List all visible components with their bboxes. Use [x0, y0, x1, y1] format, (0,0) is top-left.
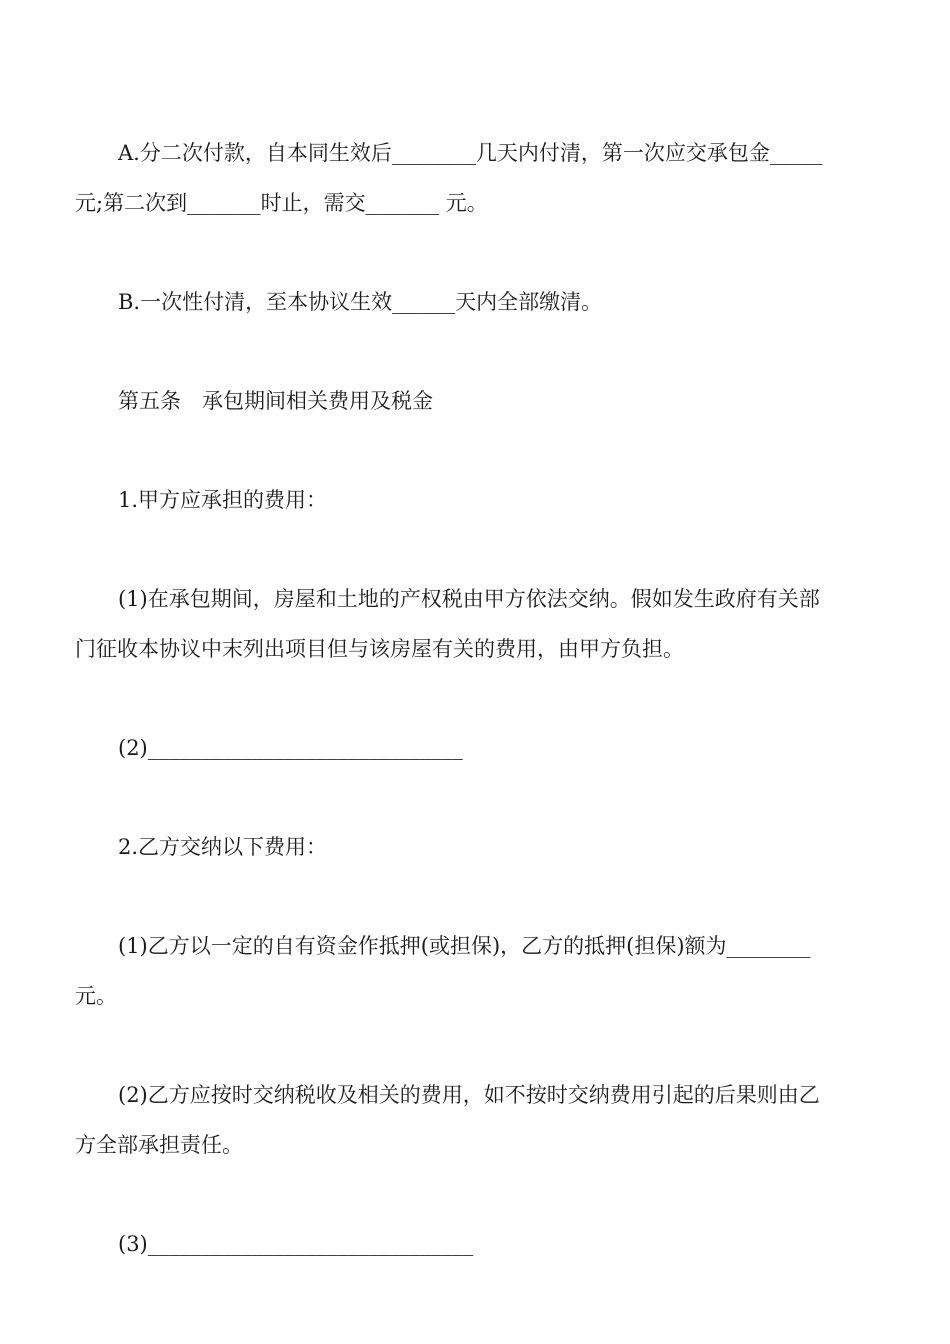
party-b-fee-item-1-line-1: (1)乙方以一定的自有资金作抵押(或担保)，乙方的抵押(担保)额为________ — [118, 934, 811, 958]
party-b-fee-item-2-line-1: (2)乙方应按时交纳税收及相关的费用，如不按时交纳费用引起的后果则由乙 — [118, 1083, 820, 1107]
party-a-fee-item-2-blank: (2)______________________________ — [118, 736, 463, 760]
party-b-fee-item-2-line-2: 方全部承担责任。 — [75, 1133, 243, 1157]
party-a-fee-item-1-line-2: 门征收本协议中末列出项目但与该房屋有关的费用，由甲方负担。 — [75, 637, 684, 661]
party-b-fee-item-3-blank: (3)_______________________________ — [118, 1232, 474, 1256]
paragraph-option-a-line-2: 元;第二次到_______时止，需交_______ 元。 — [75, 191, 488, 215]
article-five-heading: 第五条 承包期间相关费用及税金 — [118, 389, 433, 413]
party-b-fee-item-1-line-2: 元。 — [75, 984, 117, 1008]
paragraph-option-a-line-1: A.分二次付款，自本同生效后________几天内付清，第一次应交承包金_____ — [118, 141, 823, 165]
party-a-fee-item-1-line-1: (1)在承包期间，房屋和土地的产权税由甲方依法交纳。假如发生政府有关部 — [118, 587, 820, 611]
party-a-fees-heading: 1.甲方应承担的费用： — [118, 488, 328, 512]
paragraph-option-b: B.一次性付清，至本协议生效______天内全部缴清。 — [118, 290, 603, 314]
party-b-fees-heading: 2.乙方交纳以下费用： — [118, 835, 328, 859]
